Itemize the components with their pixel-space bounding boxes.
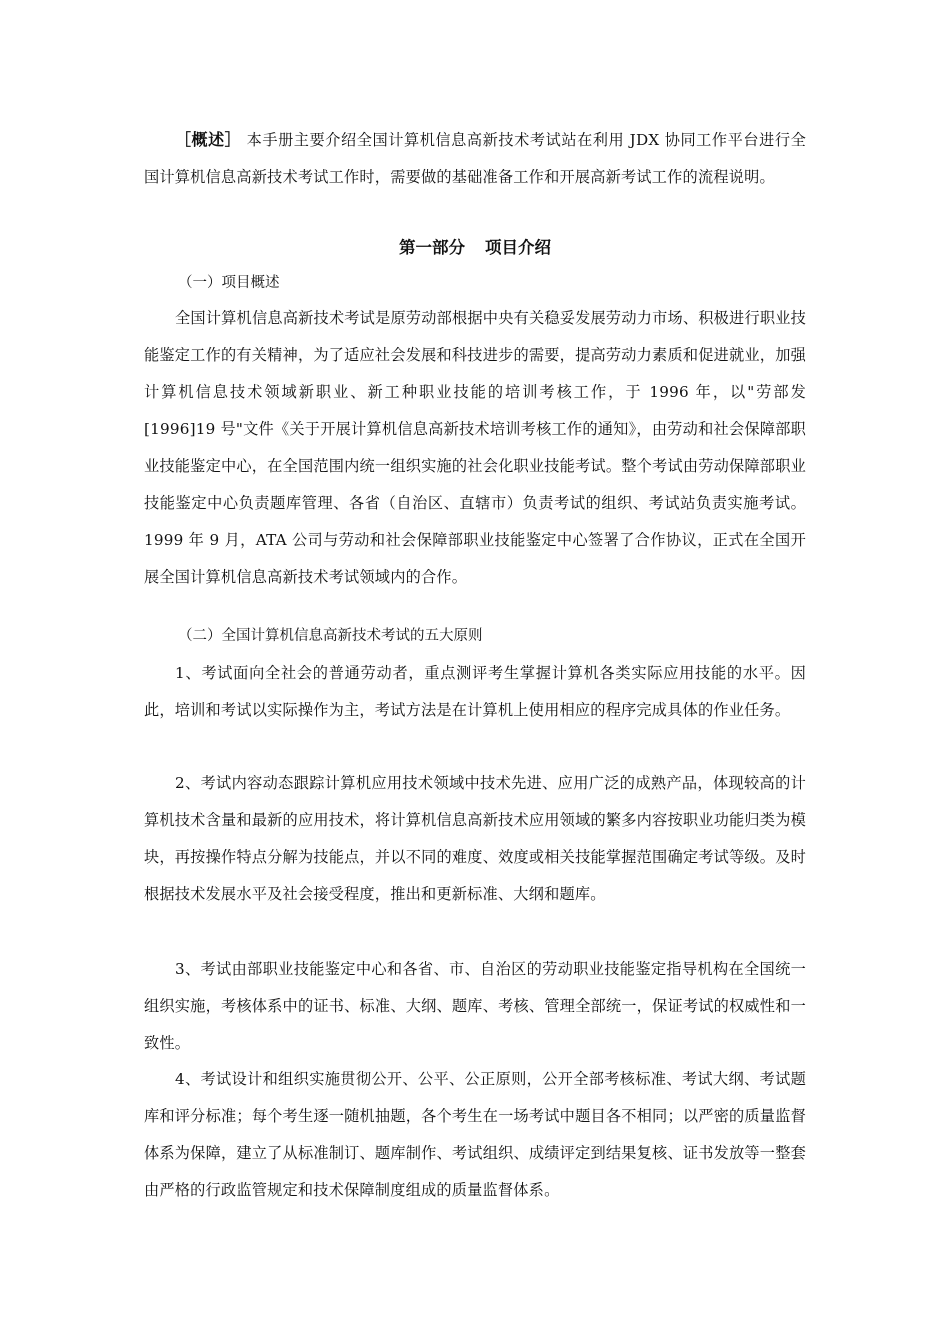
principle-4: 4、考试设计和组织实施贯彻公开、公平、公正原则，公开全部考核标准、考试大纲、考试题库和评分标准；每个考生逐一随机抽题，各个考生在一场考试中题目各不相同；以严密的质量监督体系为保障，建立了从标准制订、题库制作、考试组织、成绩评定到结果复核、证书发放等一整套由严格的行政监管规定和技术保障制度组成的质量监督体系。 <box>144 1070 806 1199</box>
principle-3: 3、考试由部职业技能鉴定中心和各省、市、自治区的劳动职业技能鉴定指导机构在全国统一组织实施，考核体系中的证书、标准、大纲、题库、考核、管理全部统一，保证考试的权威性和一致性。 <box>144 960 806 1052</box>
overview-text: 本手册主要介绍全国计算机信息高新技术考试站在利用 JDX 协同工作平台进行全国计算机信息高新技术考试工作时，需要做的基础准备工作和开展高新考试工作的流程说明。 <box>144 131 806 186</box>
part-title-name: 项目介绍 <box>485 238 551 257</box>
principle-1: 1、考试面向全社会的普通劳动者，重点测评考生掌握计算机各类实际应用技能的水平。因此，培训和考试以实际操作为主，考试方法是在计算机上使用相应的程序完成具体的作业任务。 <box>144 664 806 719</box>
overview-paragraph <box>144 121 806 196</box>
part-title <box>144 231 806 265</box>
principle-2: 2、考试内容动态跟踪计算机应用技术领域中技术先进、应用广泛的成熟产品，体现较高的计算机技术含量和最新的应用技术，将计算机信息高新技术应用领域的繁多内容按职业功能归类为模块，再按操作特点分解为技能点，并以不同的难度、效度或相关技能掌握范围确定考试等级。及时根据技术发展水平及社会接受程度，推出和更新标准、大纲和题库。 <box>144 774 806 903</box>
section1-paragraph: 全国计算机信息高新技术考试是原劳动部根据中央有关稳妥发展劳动力市场、积极进行职业技能鉴定工作的有关精神，为了适应社会发展和科技进步的需要，提高劳动力素质和促进就业，加强计算机信息技术领域新职业、新工种职业技能的培训考核工作，于 1996 年，以"劳部发[1996]19 号"文件《关于开展计算机信息高新技术培训考核工作的通知》，由劳动和社会保障部职业技能鉴定中心，在全国范围内统一组织实施的社会化职业技能考试。整个考试由劳动保障部职业技能鉴定中心负责题库管理、各省（自治区、直辖市）负责考试的组织、考试站负责实施考试。1999 年 9 月，ATA 公司与劳动和社会保障部职业技能鉴定中心签署了合作协议，正式在全国开展全国计算机信息高新技术考试领域内的合作。 <box>144 309 806 586</box>
section2-heading: （二）全国计算机信息高新技术考试的五大原则 <box>178 628 483 644</box>
part-title-number: 第一部分 <box>399 238 465 257</box>
section1-heading: （一）项目概述 <box>178 275 280 291</box>
overview-label: ［概述］ <box>175 130 242 149</box>
